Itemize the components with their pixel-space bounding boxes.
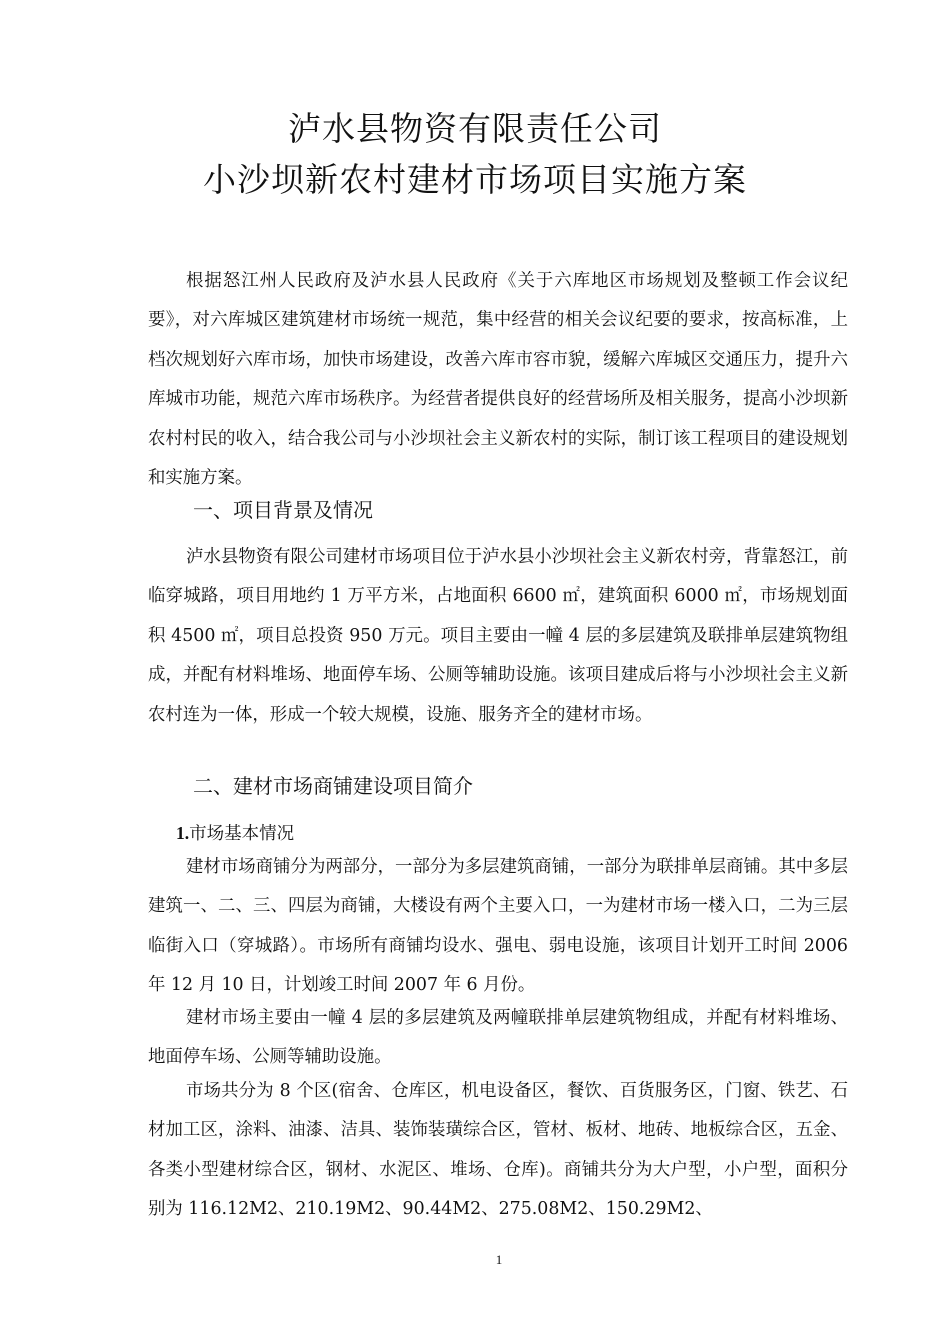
subsection1-number: 1.	[176, 823, 190, 843]
page-number: 1	[495, 1252, 503, 1267]
document-title-line2: 小沙坝新农村建材市场项目实施方案	[203, 160, 747, 199]
subsection1-heading	[176, 820, 294, 845]
subsection1-title: 市场基本情况	[189, 824, 295, 844]
section1-heading: 一、项目背景及情况	[193, 498, 373, 522]
market-overview-paragraph: 建材市场商铺分为两部分，一部分为多层建筑商铺，一部分为联排单层商铺。其中多层建筑一、二、三、四层为商铺，大楼设有两个主要入口，一为建材市场一楼入口，二为三层临街入口（穿城路）。市场所有商铺均设水、强电、弱电设施，该项目计划开工时间 2006 年 12 月 10 日，计划竣工时间 2007 年 6 月份。	[148, 857, 848, 996]
document-title-line1: 泸水县物资有限责任公司	[288, 109, 662, 148]
building-paragraph: 建材市场主要由一幢 4 层的多层建筑及两幢联排单层建筑物组成，并配有材料堆场、地面停车场、公厕等辅助设施。	[148, 1008, 848, 1068]
section2-heading: 二、建材市场商铺建设项目简介	[193, 774, 473, 798]
zones-paragraph: 市场共分为 8 个区(宿舍、仓库区，机电设备区，餐饮、百货服务区，门窗、铁艺、石材加工区，涂料、油漆、洁具、装饰装璜综合区，管材、板材、地砖、地板综合区，五金、各类小型建材综合区，钢材、水泥区、堆场、仓库)。商铺共分为大户型，小户型，面积分别为 116.12M2、210.19M2、90.44M2、275.08M2、150.29M2、	[148, 1081, 848, 1220]
intro-paragraph: 根据怒江州人民政府及泸水县人民政府《关于六库地区市场规划及整顿工作会议纪要》，对六库城区建筑建材市场统一规范，集中经营的相关会议纪要的要求，按高标准，上档次规划好六库市场，加快市场建设，改善六库市容市貌，缓解六库城区交通压力，提升六库城市功能，规范六库市场秩序。为经营者提供良好的经营场所及相关服务，提高小沙坝新农村村民的收入，结合我公司与小沙坝社会主义新农村的实际，制订该工程项目的建设规划和实施方案。	[148, 271, 848, 489]
section1-paragraph: 泸水县物资有限公司建材市场项目位于泸水县小沙坝社会主义新农村旁，背靠怒江，前临穿城路，项目用地约 1 万平方米，占地面积 6600 ㎡，建筑面积 6000 ㎡，市场规划面积 4500 ㎡，项目总投资 950 万元。项目主要由一幢 4 层的多层建筑及联排单层建筑物组成，并配有材料堆场、地面停车场、公厕等辅助设施。该项目建成后将与小沙坝社会主义新农村连为一体，形成一个较大规模，设施、服务齐全的建材市场。	[148, 547, 848, 725]
